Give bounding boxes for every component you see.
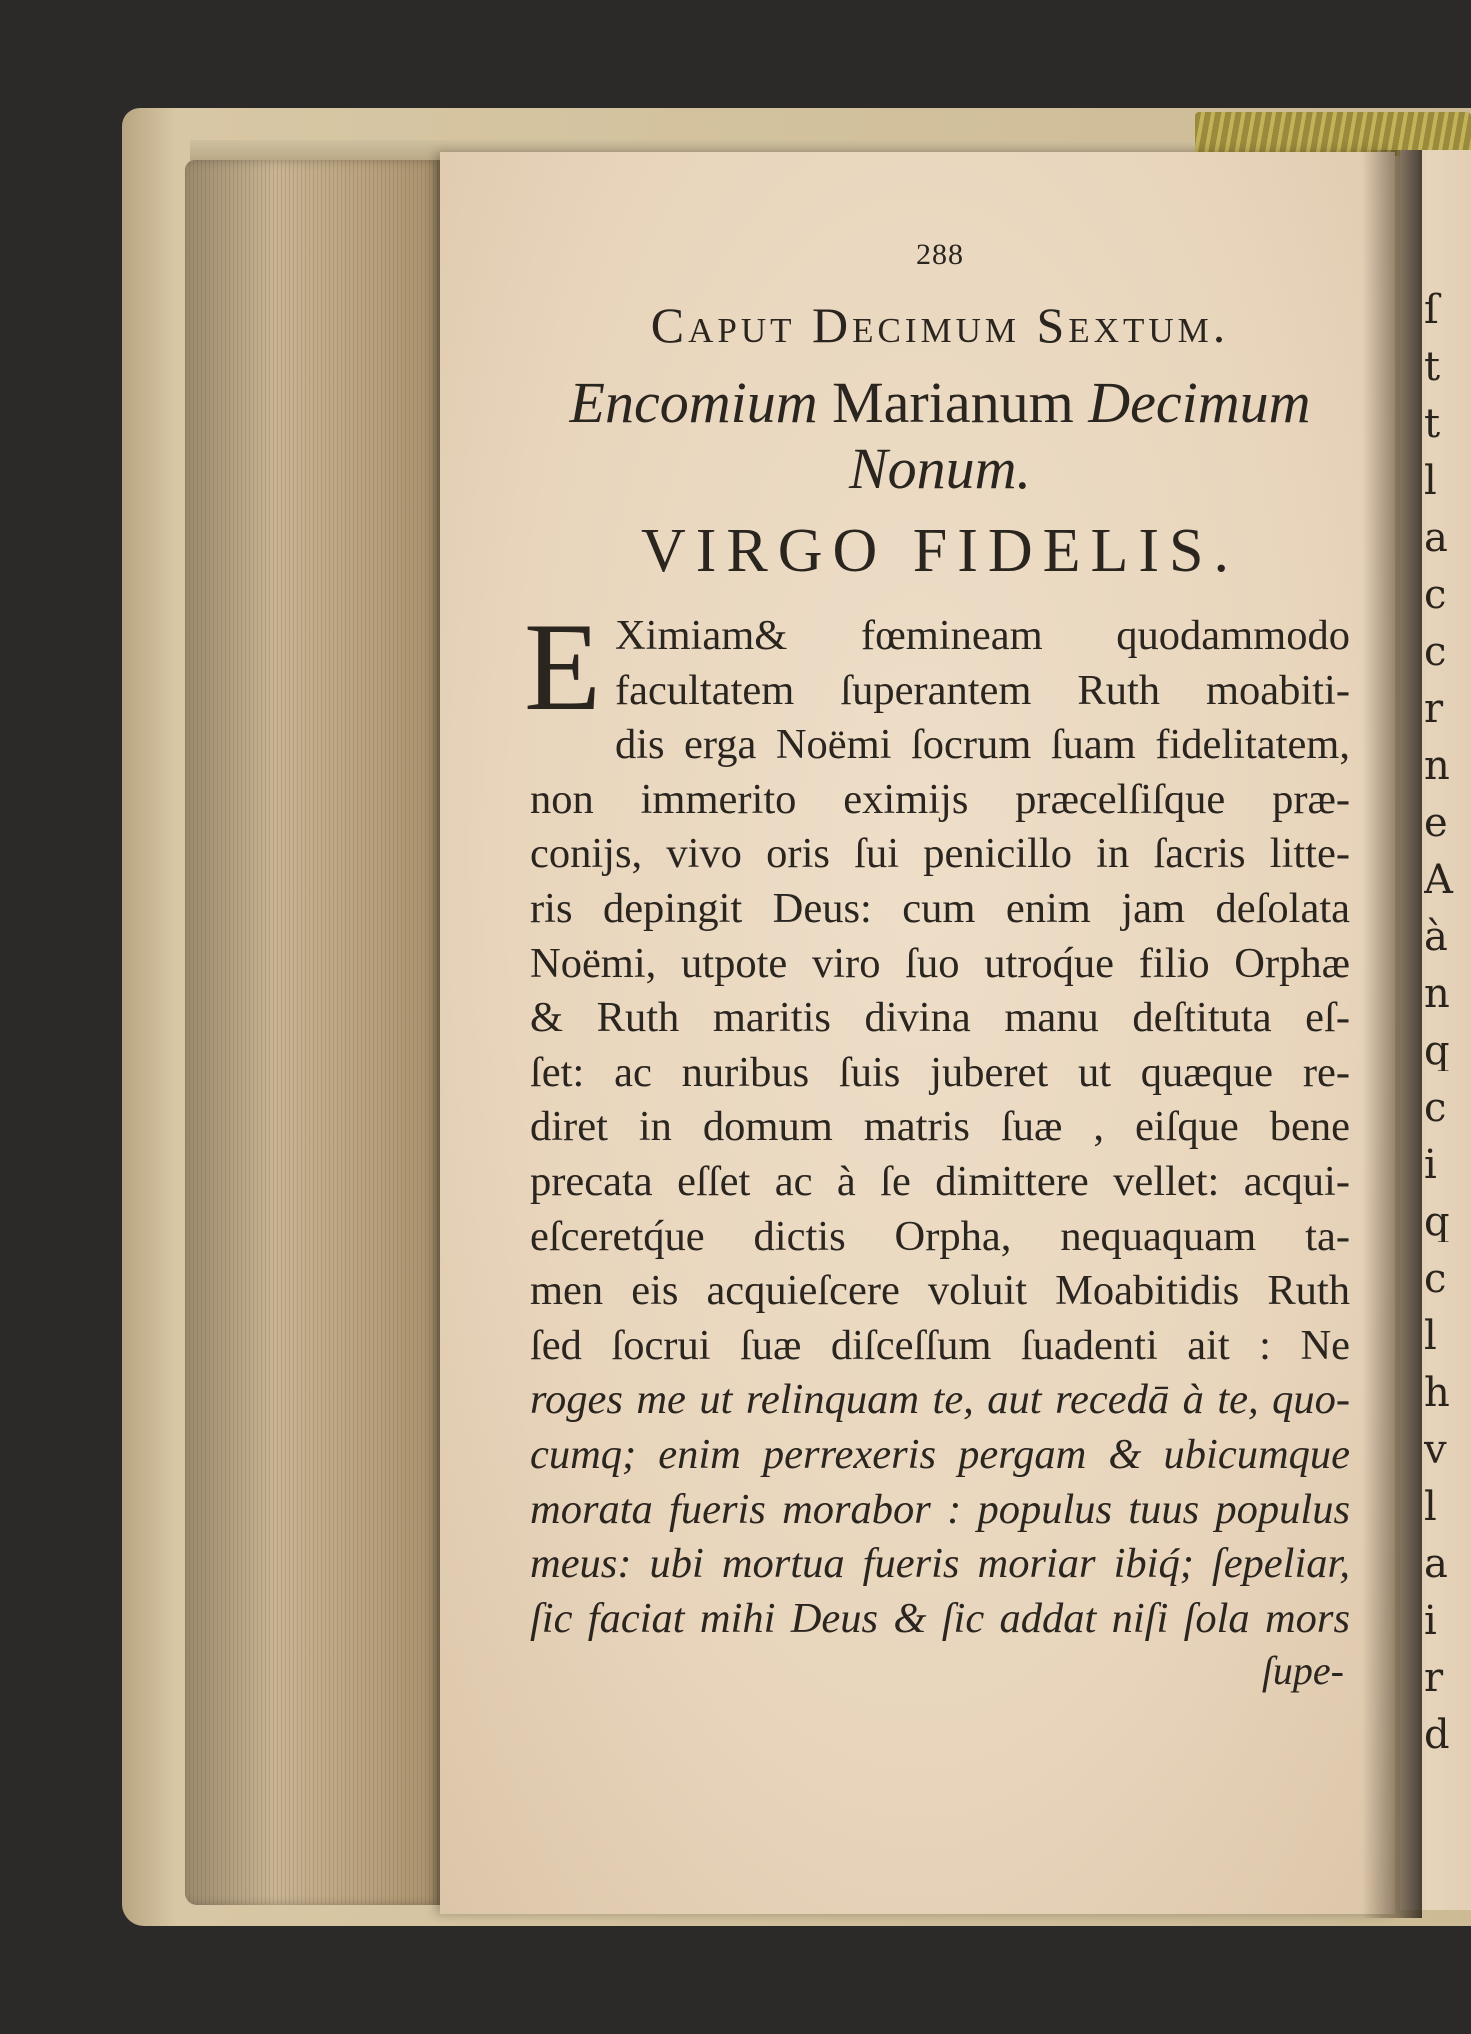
subheading-word-decimum: Decimum	[1088, 370, 1311, 435]
page-block-fore-edge	[185, 160, 442, 1905]
text-line: dis erga Noëmi ſocrum ſuam fidelitatem,	[614, 721, 1350, 769]
text-line: diret in domum matris ſuæ , eiſque bene	[530, 1103, 1350, 1151]
text-line: precata eſſet ac à ſe dimittere vellet: acqui-	[530, 1157, 1350, 1205]
subheading-word-marianum: Marianum	[832, 370, 1074, 435]
text-line: Noëmi, utpote viro ſuo utroq́ue filio Orphæ	[530, 939, 1350, 987]
facing-page-fragment: c	[1424, 1259, 1447, 1299]
facing-page-fragment: c	[1424, 575, 1447, 615]
facing-page-fragment: q	[1424, 1202, 1450, 1242]
section-title: VIRGO FIDELIS.	[640, 517, 1240, 585]
facing-page-fragment: e	[1424, 803, 1448, 843]
drop-cap: E	[524, 598, 601, 737]
text-line: facultatem ſuperantem Ruth moabiti-	[614, 666, 1350, 714]
text-line: Ximiam& fœmineam quodammodo	[614, 612, 1350, 659]
facing-page-fragment: l	[1424, 1316, 1437, 1356]
text-line: morata fueris morabor : populus tuus populus	[530, 1485, 1350, 1533]
text-line: ris depingit Deus: cum enim jam deſolata	[530, 884, 1350, 932]
facing-page-fragment: l	[1424, 1487, 1437, 1527]
facing-page-fragment: c	[1424, 1088, 1447, 1128]
facing-page-fragment: q	[1424, 1031, 1450, 1071]
text-line: ſed ſocrui ſuæ diſceſſum ſuadenti ait : Ne	[530, 1321, 1350, 1369]
text-line: meus: ubi mortua fueris moriar ibiq́; ſepeliar,	[530, 1540, 1350, 1588]
facing-page-fragment: d	[1424, 1715, 1450, 1755]
facing-page-fragment: A	[1424, 860, 1453, 900]
text-line: roges me ut relinquam te, aut recedā à te, quo-	[530, 1376, 1350, 1424]
text-line: cumq; enim perrexeris pergam & ubicumque	[530, 1430, 1350, 1478]
facing-page-fragment: n	[1424, 746, 1450, 786]
facing-page-fragment: ſ	[1424, 290, 1439, 330]
body-text	[524, 598, 1350, 1696]
facing-page-fragment: c	[1424, 632, 1447, 672]
catchword: ſupe-	[1261, 1648, 1344, 1694]
page-gutter-shadow	[1362, 150, 1422, 1918]
facing-page-fragment: i	[1424, 1601, 1437, 1641]
text-line: men eis acquieſcere voluit Moabitidis Ruth	[530, 1267, 1350, 1315]
facing-page-fragment: t	[1424, 404, 1441, 444]
facing-page-fragment: a	[1424, 1544, 1448, 1584]
text-line: eſceretq́ue dictis Orpha, nequaquam ta-	[530, 1212, 1350, 1260]
facing-page-fragment: à	[1424, 917, 1448, 957]
facing-page-fragment: i	[1424, 1145, 1437, 1185]
chapter-subheading	[530, 370, 1350, 502]
subheading-word-nonum: Nonum.	[848, 436, 1032, 501]
facing-page-fragment: a	[1424, 518, 1448, 558]
subheading-word-encomium: Encomium	[569, 370, 818, 435]
facing-page-fragment: r	[1424, 1658, 1444, 1698]
text-line: non immerito eximijs præcelſiſque præ-	[530, 775, 1350, 823]
facing-page-fragment: t	[1424, 347, 1441, 387]
page-text	[524, 238, 1350, 1696]
facing-page-fragment: h	[1424, 1373, 1450, 1413]
text-line: conijs, vivo oris ſui penicillo in ſacris litte-	[530, 830, 1350, 878]
facing-page-fragment: n	[1424, 974, 1450, 1014]
facing-page-fragment: r	[1424, 689, 1444, 729]
text-line: ſic faciat mihi Deus & ſic addat niſi ſola mors	[530, 1594, 1350, 1642]
facing-page-fragment: l	[1424, 461, 1437, 501]
page-number: 288	[916, 238, 964, 271]
text-line: ſet: ac nuribus ſuis juberet ut quæque re-	[530, 1048, 1350, 1096]
facing-page-fragment: v	[1424, 1430, 1447, 1470]
chapter-heading: Caput Decimum Sextum.	[650, 297, 1230, 353]
text-line: & Ruth maritis divina manu deſtituta eſ-	[530, 994, 1350, 1042]
